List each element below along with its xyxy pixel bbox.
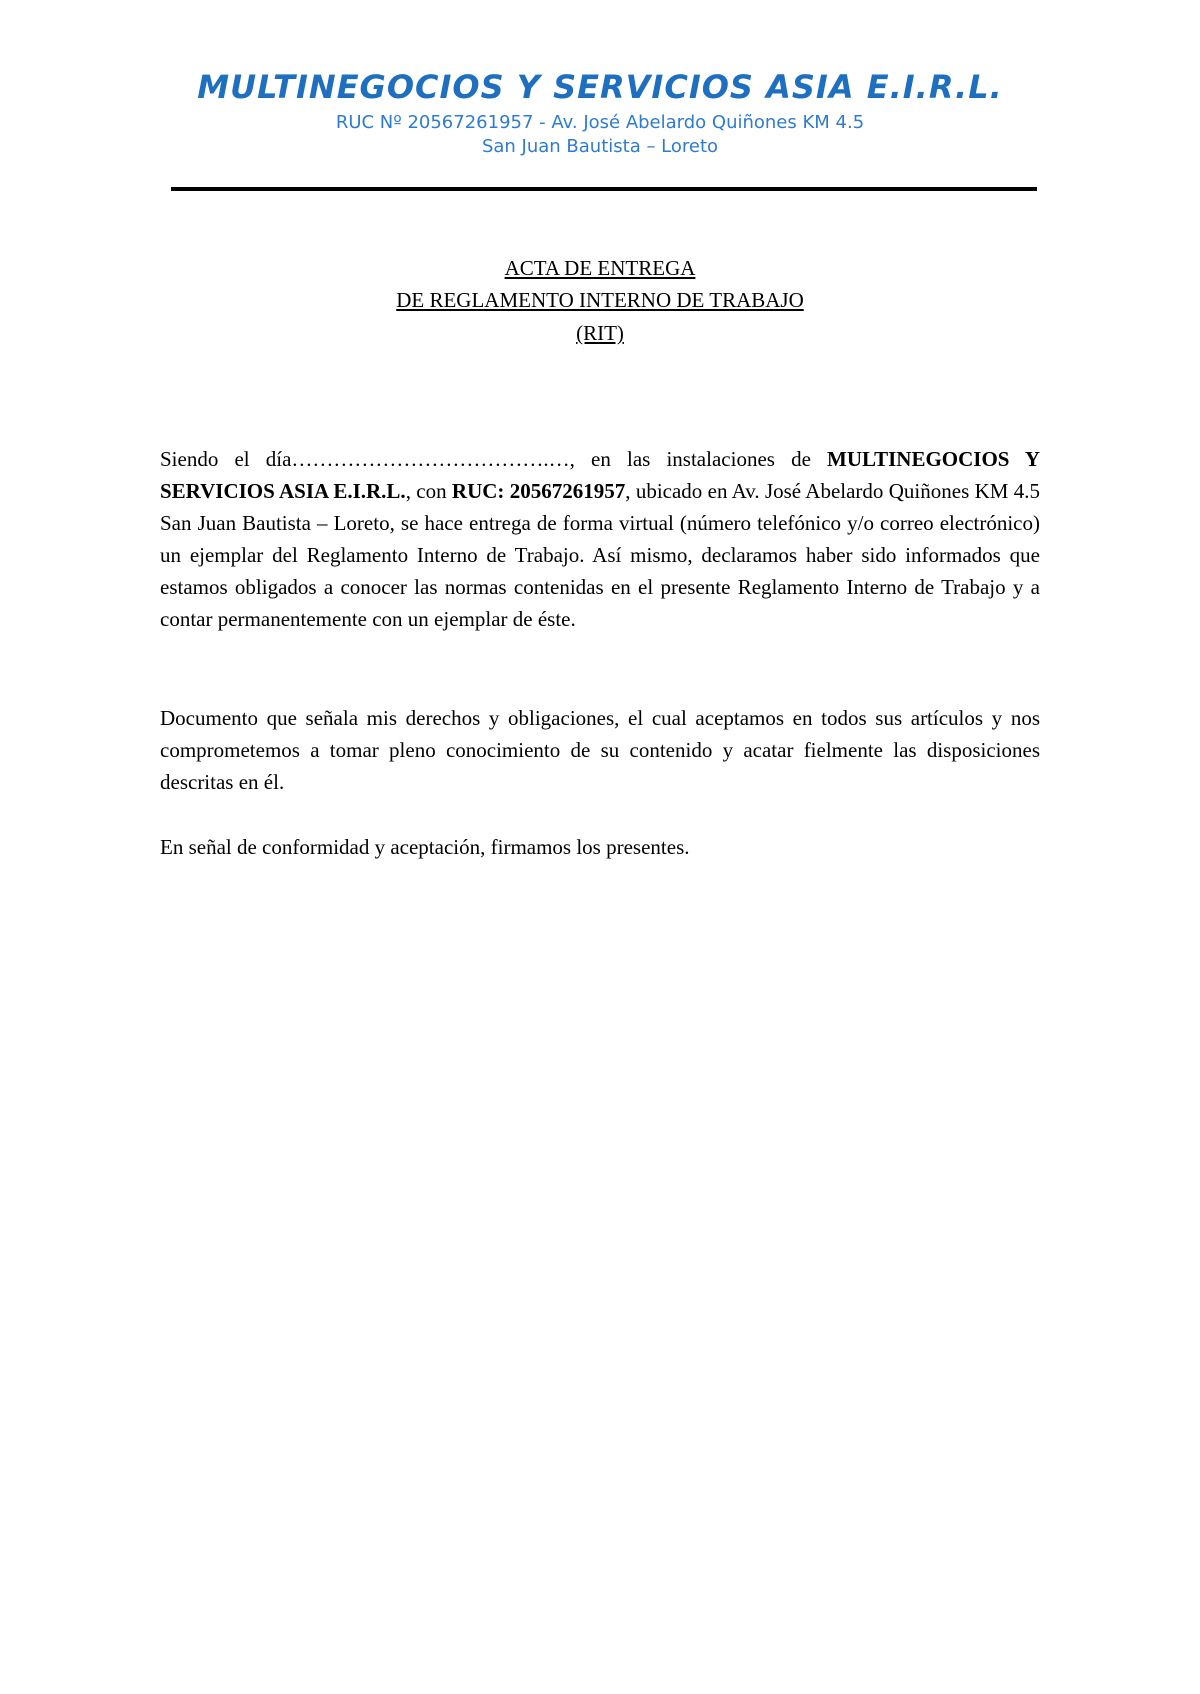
document-title-line-2: DE REGLAMENTO INTERNO DE TRABAJO — [396, 288, 804, 312]
ruc-address-line: RUC Nº 20567261957 - Av. José Abelardo Quiñones KM 4.5 — [335, 112, 865, 133]
header-divider — [171, 187, 1037, 191]
document-title-line-3: (RIT) — [576, 321, 624, 345]
paragraph-conformity: En señal de conformidad y aceptación, firmamos los presentes. — [160, 835, 690, 859]
paragraph-delivery-rest: , ubicado en Av. José Abelardo Quiñones KM 4.5 San Juan Bautista – Loreto, se hace entrega de forma virtual (número telefónico y/o correo electrónico) un ejemplar del Reglamento Interno de Trabajo. Así mismo, declaramos haber sido informados que estamos obligados a conocer las normas contenidas en el presente Reglamento Interno de Trabajo y a contar permanentemente con un ejemplar de éste. — [160, 479, 1040, 631]
city-line: San Juan Bautista – Loreto — [481, 136, 719, 157]
paragraph-delivery-intro: Siendo el día……………………………….…, en las instalaciones de — [160, 447, 828, 471]
company-name: MULTINEGOCIOS Y SERVICIOS ASIA E.I.R.L. — [197, 68, 1003, 106]
paragraph-delivery — [160, 443, 1040, 635]
paragraph-ruc: RUC: 20567261957 — [451, 479, 626, 503]
paragraph-company-name: MULTINEGOCIOS Y SERVICIOS ASIA E.I.R.L. — [160, 447, 1040, 503]
paragraph-con: , con — [405, 479, 452, 503]
document-title-line-1: ACTA DE ENTREGA — [504, 256, 696, 280]
paragraph-rights: Documento que señala mis derechos y obligaciones, el cual aceptamos en todos sus artículos y nos comprometemos a tomar pleno conocimiento de su contenido y acatar fielmente las disposiciones descritas en él. — [160, 706, 1040, 794]
